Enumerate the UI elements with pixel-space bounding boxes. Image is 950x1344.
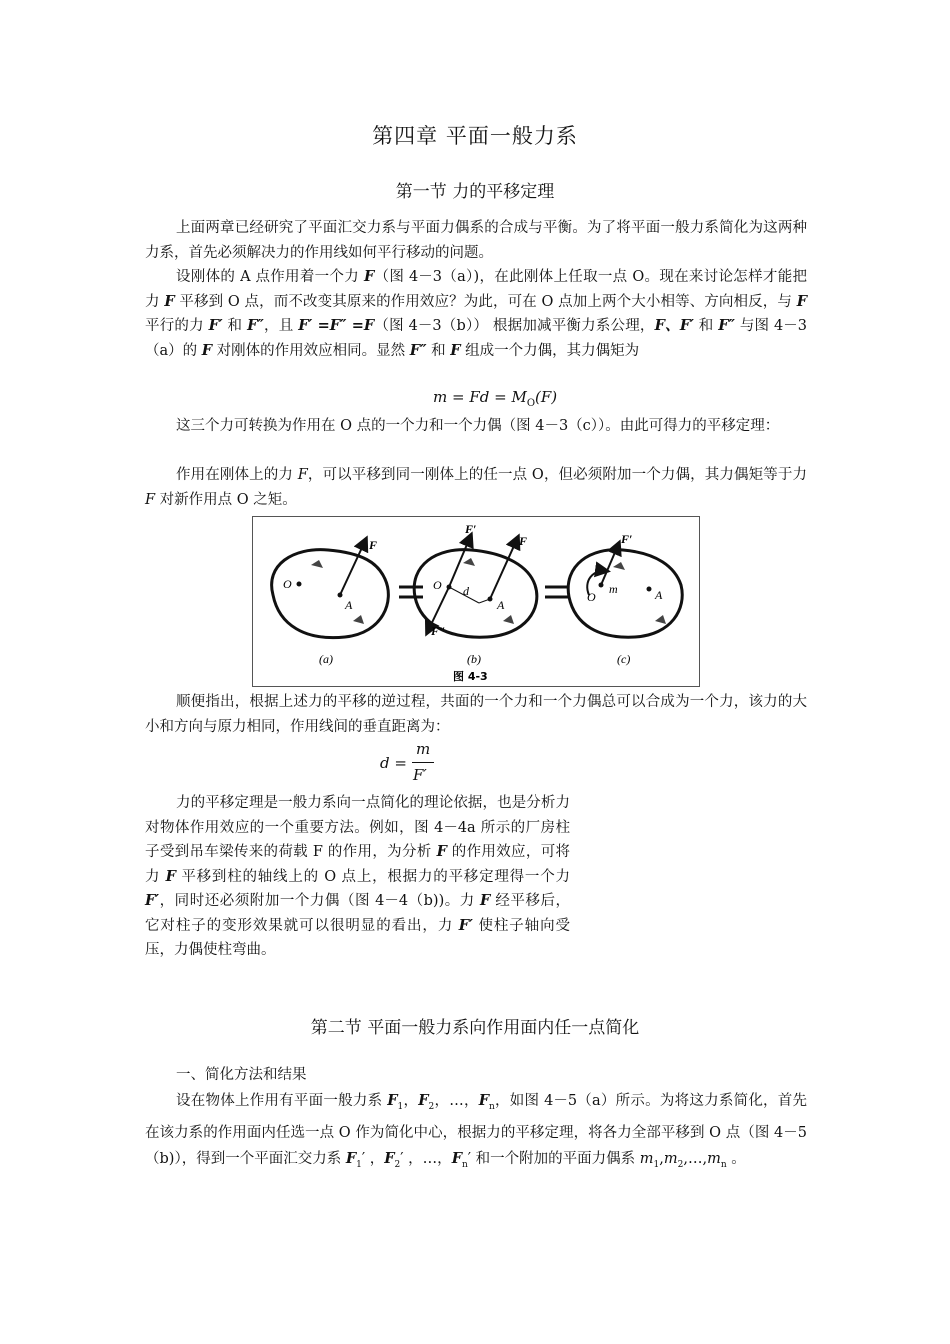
figure-4-3 xyxy=(252,516,700,687)
force-arrow-f-a xyxy=(340,539,366,595)
label-o-a: O xyxy=(283,577,292,591)
paragraph-reduction-method: 设在物体上作用有平面一般力系 $F_1$，$F_2$，…，$F_n$，如图 4－5（a）所示。为将这力系简化，首先在该力系的作用面内任选一点 O 作为简化中心，根据力的平移定理，将各力全部平移到 O 点（图 4－5（b)），得到一个平面汇交力系 $F_1'$ ，$F_2'$ ，…，$F_n'$ 和一个附加的平面力偶系 $m_1,m_2,\dots,m_n$ 。 xyxy=(145,1092,808,1170)
label-fprime-c: F′ xyxy=(621,532,633,546)
label-o-c: O xyxy=(587,590,596,604)
rigid-body-c xyxy=(568,550,682,638)
paragraph-theorem-application: 力的平移定理是一般力系向一点简化的理论依据，也是分析力对物体作用效应的一个重要方法。例如，图 4－4a 所示的厂房柱子受到吊车梁传来的荷载 F 的作用，为分析 F 的作用效应，可将力 F 平移到柱的轴线上的 O 点上，根据力的平移定理得一个力 F′，同时还必须附加一个力偶（图 4－4（b))。力 F 经平移后，它对柱子的变形效果就可以很明显的看出，力 F′ 使柱子轴向受压，力偶使柱弯曲。 xyxy=(145,795,571,958)
paragraph-reverse-process: 顺便指出，根据上述力的平移的逆过程，共面的一个力和一个力偶总可以合成为一个力，该力的大小和方向与原力相同，作用线间的垂直距离为： xyxy=(145,694,807,735)
paragraph-conversion: 这三个力可转换为作用在 O 点的一个力和一个力偶（图 4－3（c））。由此可得力的平移定理： xyxy=(176,418,780,434)
subcaption-a: (a) xyxy=(319,652,333,666)
chapter-title: 第四章 平面一般力系 xyxy=(372,124,578,148)
force-arrow-f-b xyxy=(490,537,518,599)
label-a-c: A xyxy=(655,588,663,602)
label-a-b: A xyxy=(497,598,505,612)
paragraph-theorem: 作用在刚体上的力 F，可以平移到同一刚体上的任一点 O，但必须附加一个力偶，其力偶矩等于力 F 对新作用点 O 之矩。 xyxy=(145,467,807,508)
section-2-title: 第二节 平面一般力系向作用面内任一点简化 xyxy=(310,1018,640,1038)
figure-caption: 图 4-3 xyxy=(453,670,488,683)
label-d-b: d xyxy=(463,584,469,598)
section-1-title: 第一节 力的平移定理 xyxy=(395,182,555,202)
paragraph-intro: 上面两章已经研究了平面汇交力系与平面力偶系的合成与平衡。为了将平面一般力系简化为这两种力系，首先必须解决力的作用线如何平行移动的问题。 xyxy=(145,220,807,261)
subsection-heading: 一、简化方法和结果 xyxy=(176,1067,307,1083)
label-f-a: F xyxy=(369,538,378,552)
subcaption-b: (b) xyxy=(467,652,481,666)
point-a-c xyxy=(647,587,652,592)
label-a-a: A xyxy=(345,598,353,612)
rigid-body-a xyxy=(272,550,389,638)
label-fdoubleprime-b: F″ xyxy=(431,624,446,638)
figure-4-3-drawing xyxy=(253,517,699,686)
subcaption-c: (c) xyxy=(617,652,631,666)
formula-distance: d = m F′ xyxy=(380,740,440,788)
label-m-c: m xyxy=(609,582,618,596)
paragraph-translation-setup: 设刚体的 A 点作用着一个力 F（图 4－3（a）)，在此刚体上任取一点 O。现在来讨论怎样才能把力 F 平移到 O 点，而不改变其原来的作用效应？为此，可在 O 点加上两个大小相等、方向相反，与 F 平行的力 F′ 和 F″，且 F′ =F″ =F（图 4－3（b）） 根据加减平衡力系公理，F、F′ 和 F″ 与图 4－3（a）的 F 对刚体的作用效应相同。显然 F″ 和 F 组成一个力偶，其力偶矩为 xyxy=(145,268,808,359)
label-f-b: F xyxy=(519,534,528,548)
label-fprime-b: F′ xyxy=(465,522,477,536)
label-o-b: O xyxy=(433,578,442,592)
point-o-a xyxy=(297,582,302,587)
formula-moment: $m = Fd = M_O(F)$ xyxy=(433,388,558,409)
